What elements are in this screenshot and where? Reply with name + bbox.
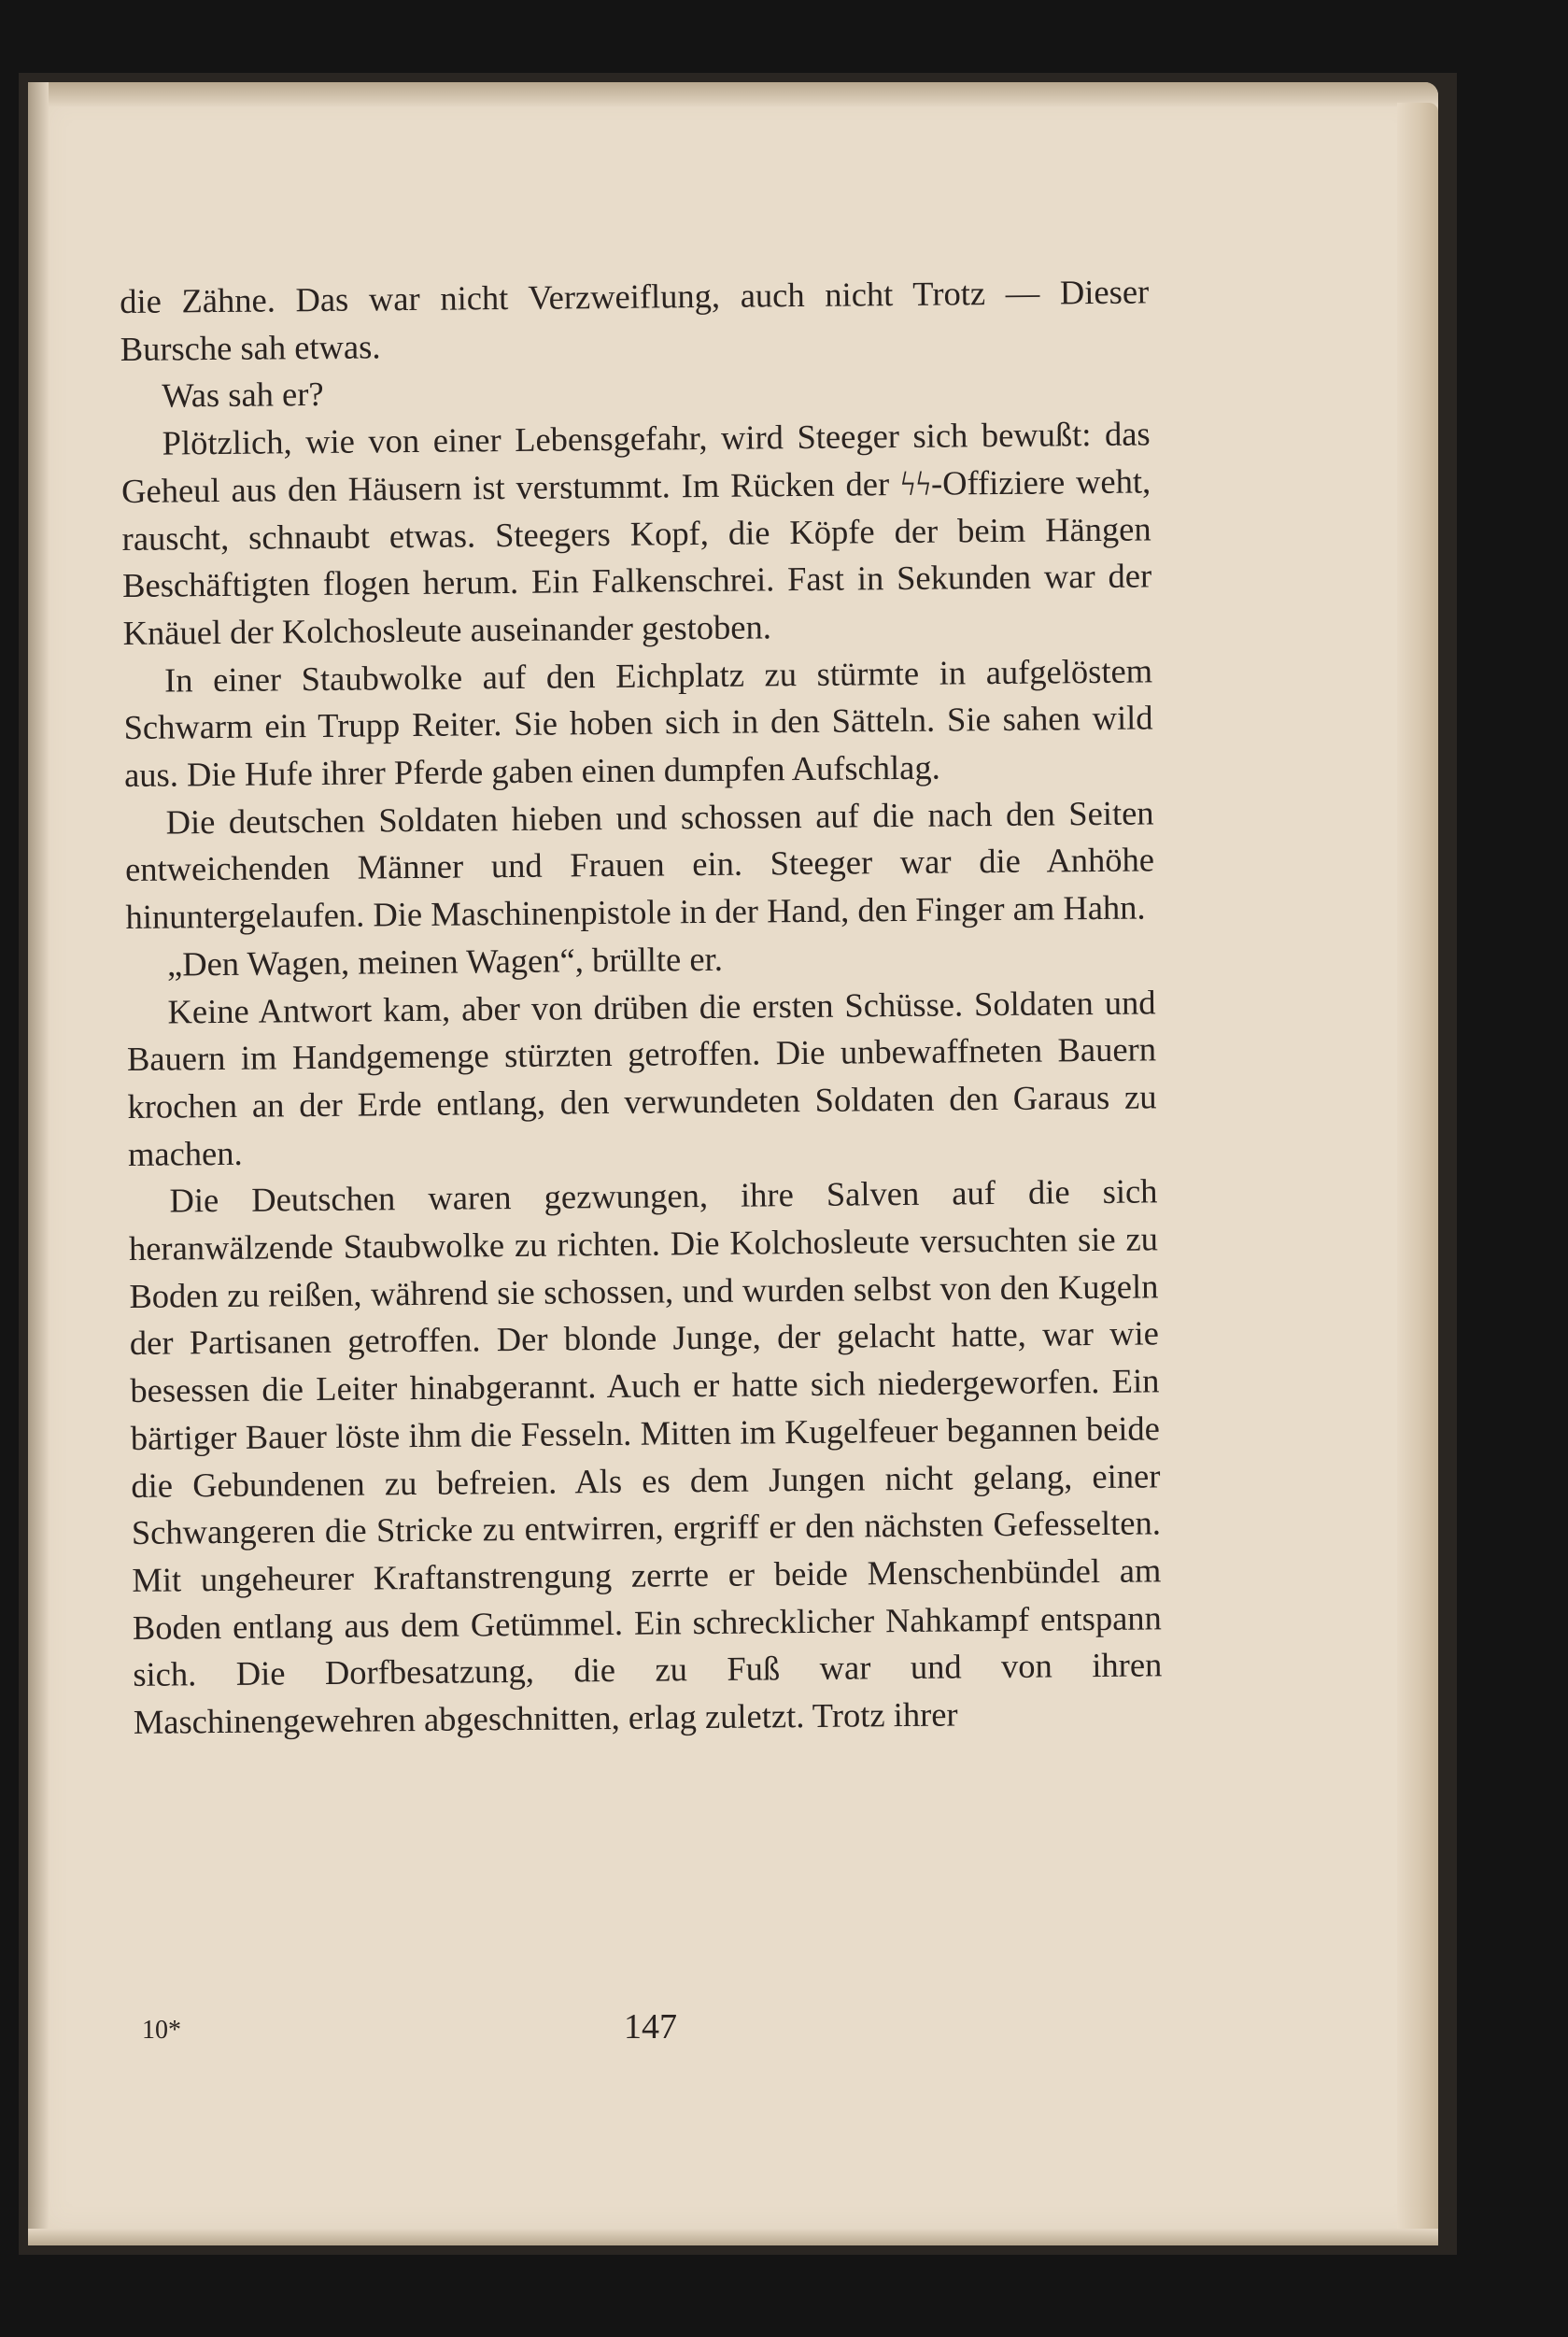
page-edge-left [28, 82, 49, 2245]
paragraph: „Den Wagen, meinen Wagen“, brüllte er. [166, 939, 724, 984]
paragraph: Plötzlich, wie von einer Lebensgefahr, wird Steeger sich bewußt: das Geheul aus den Häusern ist verstummt. Im Rücken der ϟϟ-Offiziere weht, rauscht, schnaubt etwas. Steegers Kopf, die Köpfe der beim Hängen Beschäftigten flogen herum. Ein Falkenschrei. Fast in Sekunden war der Knäuel der Kolchosleute auseinander gestoben. [120, 414, 1152, 652]
page-edge-bottom [28, 2229, 1438, 2245]
page-edge-right [1397, 103, 1438, 2242]
page-number: 147 [624, 2007, 677, 2047]
paragraph: Die Deutschen waren gezwungen, ihre Salven auf die sich heranwälzende Staubwolke zu richten. Die Kolchosleute versuchten sie zu Boden zu reißen, während sie schossen, und wurden selbst von den Kugeln der Partisanen getroffen. Der blonde Junge, der gelacht hatte, war wie besessen die Leiter hinabgerannt. Auch er hatte sich niedergeworfen. Ein bärtiger Bauer löste ihm die Fesseln. Mitten im Kugelfeuer begannen beide die Gebundenen zu befreien. Als es dem Jungen nicht gelang, einer Schwangeren die Stricke zu entwirren, ergriff er den nächsten Gefesselten. Mit ungeheurer Kraftanstrengung zerrte er beide Menschenbündel am Boden entlang aus dem Getümmel. Ein schrecklicher Nahkampf entspann sich. Die Dorfbesatzung, die zu Fuß war und von ihren Maschinengewehren abgeschnitten, erlag zuletzt. Trotz ihrer [128, 1171, 1163, 1742]
paragraph-continued: die Zähne. Das war nicht Verzweiflung, auch nicht Trotz — Dieser Bursche sah etwas. [120, 272, 1150, 368]
paragraph: Keine Antwort kam, aber von drüben die ersten Schüsse. Soldaten und Bauern im Handgemenge stürzten getroffen. Die unbewaffneten Bauern krochen an der Erde entlang, den verwundeten Soldaten den Garaus zu machen. [126, 982, 1157, 1173]
body-text [120, 268, 1163, 1746]
signature-mark: 10* [142, 2016, 181, 2045]
paragraph: In einer Staubwolke auf den Eichplatz zu stürmte in aufgelöstem Schwarm ein Trupp Reiter. Sie hoben sich in den Sätteln. Sie sahen wild aus. Die Hufe ihrer Pferde gaben einen dumpfen Aufschlag. [123, 651, 1153, 795]
paragraph: Die deutschen Soldaten hieben und schossen auf die nach den Seiten entweichenden Männer und Frauen ein. Steeger war die Anhöhe hinuntergelaufen. Die Maschinenpistole in der Hand, den Finger am Hahn. [124, 793, 1155, 937]
paragraph: Was sah er? [162, 375, 324, 415]
page-edge-top [28, 82, 1438, 106]
